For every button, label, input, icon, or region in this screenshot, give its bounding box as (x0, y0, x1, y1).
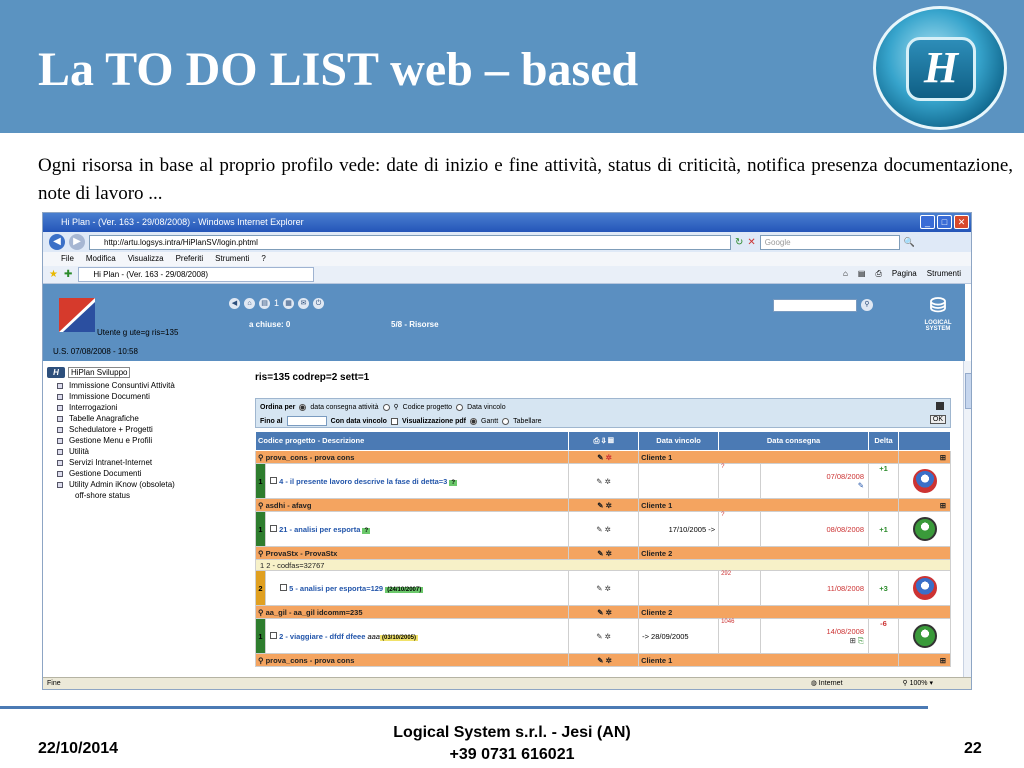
forward-button[interactable]: ▶ (69, 234, 85, 250)
add-favorite-icon[interactable]: ✚ (63, 269, 73, 280)
calendar-icon[interactable]: ▦ (283, 298, 294, 309)
logical-system-logo: ⛁ LOGICAL SYSTEM (915, 292, 961, 342)
globe-icon: ◍ (810, 680, 817, 687)
task-link[interactable]: 21 - analisi per esporta (279, 524, 361, 534)
menu-bar (43, 252, 971, 266)
binoculars-icon: ⚲ (393, 404, 399, 411)
con-data-vincolo-checkbox[interactable] (391, 418, 398, 425)
internet-zone: ◍ Internet (810, 680, 843, 687)
nav-item-servizi[interactable]: Servizi Intranet-Internet (47, 457, 237, 468)
pdf-radio-tabellare[interactable] (502, 418, 509, 425)
gear-icon[interactable]: ✲ (605, 452, 612, 462)
fino-al-label: Fino al (260, 417, 283, 425)
nav-item-schedulatore[interactable]: Schedulatore + Progetti (47, 424, 237, 435)
brand-sub: SYSTEM (925, 326, 951, 332)
binoculars-icon: ⚲ (258, 452, 264, 462)
nav-root[interactable] (47, 367, 237, 378)
delta-cell: +3 (869, 571, 899, 606)
menu-strumenti[interactable]: Strumenti (215, 254, 250, 263)
con-data-vincolo-label: Con data vincolo (330, 417, 387, 425)
nav-item-documenti[interactable]: Immissione Documenti (47, 391, 237, 402)
page-icon (57, 460, 63, 466)
binoculars-icon: ⚲ (258, 607, 264, 617)
vertical-scrollbar[interactable] (963, 361, 972, 679)
ok-button[interactable]: OK (930, 415, 946, 424)
status-text: Fine (47, 680, 61, 687)
edit-icon[interactable]: ✎ (597, 452, 604, 462)
filter-panel (255, 398, 951, 428)
todo-table (255, 431, 951, 667)
binoculars-icon: ⚲ (258, 548, 264, 558)
status-badge: (24/10/2007) (387, 586, 422, 593)
left-nav (47, 367, 237, 501)
table-header (256, 432, 951, 451)
consegna-cell: 14/08/2008 ⊞ ⎘ (760, 619, 868, 654)
org-chart-icon[interactable]: ⊞ (899, 451, 951, 464)
menu-file[interactable]: File (61, 254, 74, 263)
page-icon (57, 449, 63, 455)
stop-icon[interactable]: ✕ (747, 236, 756, 248)
footer-date: 22/10/2014 (38, 740, 119, 757)
edit-icon[interactable]: ✎ (596, 524, 603, 534)
page-icon (57, 416, 63, 422)
nav-item-gestione-documenti[interactable]: Gestione Documenti (47, 468, 237, 479)
minimize-button[interactable]: _ (920, 215, 935, 229)
project-row[interactable]: ⚲ aa_gil - aa_gil idcomm=235 ✎ ✲ Cliente 2 (256, 606, 951, 619)
browser-window (42, 212, 972, 690)
calendar-icon[interactable]: ▦ (607, 436, 614, 445)
session-date: U.S. 07/08/2008 - 10:58 (53, 347, 138, 356)
feeds-icon[interactable]: ▤ (857, 269, 866, 278)
gear-icon[interactable]: ✲ (605, 607, 612, 617)
toolbar-counter: 1 (274, 298, 280, 308)
nav-item-interrogazioni[interactable]: Interrogazioni (47, 402, 237, 413)
consegna-cell: 07/08/2008 ✎ (760, 464, 868, 499)
print-icon[interactable]: ⎙ (875, 269, 882, 278)
resources-link[interactable]: 5/8 - Risorse (391, 320, 439, 329)
gear-icon[interactable]: ✲ (604, 631, 611, 641)
user-avatar-icon[interactable] (913, 517, 937, 541)
search-input[interactable]: Google (760, 235, 900, 250)
sort-radio-consegna[interactable] (299, 404, 306, 411)
client-label: Cliente 1 (639, 451, 899, 464)
user-avatar-icon[interactable] (913, 576, 937, 600)
consegna-cell: 11/08/2008 (760, 571, 868, 606)
gear-icon[interactable]: ✲ (604, 476, 611, 486)
vincolo-cell: -> 28/09/2005 (639, 619, 719, 654)
page-icon (57, 471, 63, 477)
edit-icon[interactable]: ✎ (596, 583, 603, 593)
pdf-option-gantt: Gantt (481, 417, 499, 425)
task-link[interactable]: 5 - analisi per esporta=129 (289, 583, 384, 593)
app-toolbar (229, 298, 324, 309)
app-search-input[interactable] (773, 299, 857, 312)
zoom-icon: ⚲ (902, 680, 908, 687)
menu-visualizza[interactable]: Visualizza (127, 254, 164, 263)
slide-title: La TO DO LIST web – based (38, 43, 639, 96)
task-row[interactable] (256, 619, 951, 654)
power-icon[interactable]: ⏻ (313, 298, 324, 309)
task-checkbox[interactable] (280, 584, 287, 591)
gear-icon[interactable]: ✲ (605, 655, 612, 665)
close-button[interactable]: ✕ (954, 215, 969, 229)
back-button[interactable]: ◀ (49, 234, 65, 250)
task-row[interactable] (256, 512, 951, 547)
sort-option-codice: Codice progetto (402, 403, 453, 411)
edit-icon[interactable]: ✎ (596, 476, 603, 486)
priority-cell: 1 (256, 512, 266, 547)
page-icon (57, 427, 63, 433)
edit-icon[interactable]: ✎ (597, 607, 604, 617)
home-icon[interactable]: ⌂ (244, 298, 255, 309)
tools-menu[interactable]: Strumenti (926, 269, 961, 278)
phase-label: 1 2 - codfas=32767 (256, 560, 951, 571)
company-name: Logical System s.r.l. - Jesi (AN) (393, 724, 631, 741)
refresh-icon[interactable]: ↻ (735, 236, 744, 248)
page-icon (57, 383, 63, 389)
logo-h-icon: H (906, 37, 976, 101)
back-arrow-icon[interactable]: ◀ (229, 298, 240, 309)
menu-preferiti[interactable]: Preferiti (175, 254, 204, 263)
window-title: Hi Plan - (Ver. 163 - 29/08/2008) - Windows Internet Explorer (61, 217, 304, 227)
project-row[interactable]: ⚲ asdhi - afavg ✎ ✲ Cliente 1 ⊞ (256, 499, 951, 512)
task-link[interactable]: 4 - il presente lavoro descrive la fase di detta=3 (279, 476, 448, 486)
brand-name: LOGICAL (924, 320, 952, 326)
col-avatar (899, 432, 951, 451)
company-logo (873, 6, 1007, 130)
nav-item-utility-admin[interactable]: Utility Admin iKnow (obsoleta) (47, 479, 237, 490)
delta-cell: +1 (869, 464, 899, 499)
browser-statusbar (43, 677, 972, 689)
gear-icon[interactable]: ✲ (604, 583, 611, 593)
ordina-per-label: Ordina per (260, 403, 296, 411)
attachment-icon[interactable]: ✎ (857, 481, 864, 490)
favorites-bar (43, 266, 971, 284)
page-icon (57, 405, 63, 411)
task-checkbox[interactable] (270, 477, 277, 484)
binoculars-icon: ⚲ (258, 500, 264, 510)
client-label: Cliente 1 (639, 499, 899, 512)
org-chart-icon[interactable]: ⊞ (899, 499, 951, 512)
pdf-option-tabellare: Tabellare (513, 417, 542, 425)
url-input[interactable]: http://artu.logsys.intra/HiPlanSV/login.phtml (89, 235, 731, 250)
gear-icon[interactable]: ✲ (604, 524, 611, 534)
sort-radio-codice[interactable] (383, 404, 390, 411)
sort-option-vincolo: Data vincolo (467, 403, 506, 411)
hours-cell: 1046 (719, 619, 761, 654)
maximize-button[interactable]: □ (937, 215, 952, 229)
binoculars-icon: ⚲ (258, 655, 264, 665)
window-titlebar (43, 213, 971, 232)
slide-header (0, 0, 1024, 133)
vincolo-cell (639, 464, 719, 499)
export-icon[interactable]: ⇩ (601, 436, 606, 445)
task-link[interactable]: 2 - viaggiare - dfdf dfeee (279, 631, 366, 641)
task-checkbox[interactable] (270, 632, 277, 639)
fino-al-input[interactable] (287, 416, 327, 426)
hours-cell: ? (719, 512, 761, 547)
user-avatar-icon[interactable] (913, 624, 937, 648)
nav-item-tabelle[interactable]: Tabelle Anagrafiche (47, 413, 237, 424)
delta-cell: -6 (869, 619, 899, 654)
attachment-icon[interactable]: ⎘ (858, 635, 864, 645)
hiplan-app (43, 284, 972, 679)
mail-icon[interactable]: ✉ (298, 298, 309, 309)
nav-root-label: HiPlan Sviluppo (68, 367, 130, 378)
scroll-thumb[interactable] (965, 373, 972, 409)
app-search-icon[interactable]: ⚲ (861, 299, 873, 311)
hours-cell: ? (719, 464, 761, 499)
save-icon[interactable] (936, 402, 944, 410)
status-badge: (03/10/2005) (381, 634, 417, 641)
phase-row (256, 560, 951, 571)
vincolo-cell (639, 571, 719, 606)
slide-intro: Ogni risorsa in base al proprio profilo vede: date di inizio e fine attività, status di criticità, notifica presenza documentazione, note di lavoro ... (38, 155, 1013, 204)
menu-modifica[interactable]: Modifica (85, 254, 116, 263)
hiplan-h-icon: H (47, 367, 65, 378)
nav-item-utilita[interactable]: Utilità (47, 446, 237, 457)
app-header (43, 284, 965, 361)
user-info: Utente g ute=g ris=135 (97, 328, 179, 337)
address-bar (43, 232, 971, 252)
page-icon (57, 394, 63, 400)
task-checkbox[interactable] (270, 525, 277, 532)
client-label: Cliente 2 (639, 547, 951, 560)
col-consegna[interactable]: Data consegna (719, 432, 869, 451)
project-row[interactable]: ⚲ ProvaStx - ProvaStx ✎ ✲ Cliente 2 (256, 547, 951, 560)
priority-cell: 1 (256, 464, 266, 499)
footer-divider (0, 706, 928, 709)
company-phone: +39 0731 616021 (449, 746, 575, 763)
page-icon (57, 482, 63, 488)
nav-item-menu-profili[interactable]: Gestione Menu e Profili (47, 435, 237, 446)
page-icon (57, 438, 63, 444)
priority-cell: 1 (256, 619, 266, 654)
nav-item-offshore[interactable]: off-shore status (75, 491, 130, 500)
delta-cell: +1 (869, 512, 899, 547)
pdf-icon[interactable]: ⎙ (593, 436, 600, 445)
project-row[interactable]: ⚲ prova_cons - prova cons ✎ ✲ Cliente 1 ⊞ (256, 654, 951, 667)
vis-pdf-label: Visualizzazione pdf (401, 417, 467, 425)
col-vincolo[interactable]: Data vincolo (639, 432, 719, 451)
page-number: 22 (964, 740, 982, 757)
edit-icon[interactable]: ✎ (597, 655, 604, 665)
status-badge: ? (364, 527, 369, 534)
edit-icon[interactable]: ✎ (597, 500, 604, 510)
task-note: aaa (367, 631, 380, 641)
menu-help[interactable]: ? (261, 254, 266, 263)
browser-tab[interactable]: Hi Plan - (Ver. 163 - 29/08/2008) (78, 267, 314, 282)
home-icon[interactable]: ⌂ (843, 269, 848, 278)
sort-radio-vincolo[interactable] (456, 404, 463, 411)
user-avatar-icon[interactable] (913, 469, 937, 493)
col-delta[interactable]: Delta (869, 432, 899, 451)
priority-cell: 2 (256, 571, 266, 606)
org-chart-icon[interactable]: ⊞ (899, 654, 951, 667)
edit-icon[interactable]: ✎ (596, 631, 603, 641)
client-label: Cliente 2 (639, 606, 951, 619)
closed-count: a chiuse: 0 (249, 320, 291, 329)
main-title: ris=135 codrep=2 sett=1 (255, 372, 370, 383)
status-badge: ? (451, 479, 456, 486)
gear-icon[interactable]: ✲ (605, 500, 612, 510)
zoom-control[interactable]: ⚲ 100% ▾ (902, 680, 933, 687)
footer-company (350, 722, 674, 766)
client-label: Cliente 1 (639, 654, 899, 667)
edit-icon[interactable]: ✎ (597, 548, 604, 558)
task-row[interactable] (256, 464, 951, 499)
hiplan-logo-icon (59, 298, 95, 332)
vincolo-cell: 17/10/2005 -> (639, 512, 719, 547)
page-menu[interactable]: Pagina (891, 269, 917, 278)
search-icon[interactable]: 🔍 (903, 236, 915, 247)
task-row[interactable] (256, 571, 951, 606)
org-chart-icon[interactable]: ⊞ (849, 635, 856, 645)
nav-item-consuntivi[interactable]: Immissione Consuntivi Attività (47, 380, 237, 391)
counter-icon[interactable]: ▤ (259, 298, 270, 309)
sort-option-consegna: data consegna attività (310, 403, 379, 411)
col-desc[interactable]: Codice progetto - Descrizione (256, 432, 569, 451)
favorites-star-icon[interactable]: ★ (49, 269, 58, 280)
consegna-cell: 08/08/2008 (760, 512, 868, 547)
gear-icon[interactable]: ✲ (605, 548, 612, 558)
project-row[interactable]: ⚲ prova_cons - prova cons ✎ ✲ Cliente 1 ⊞ (256, 451, 951, 464)
hours-cell: 292 (719, 571, 761, 606)
pdf-radio-gantt[interactable] (470, 418, 477, 425)
col-icons (569, 432, 639, 451)
